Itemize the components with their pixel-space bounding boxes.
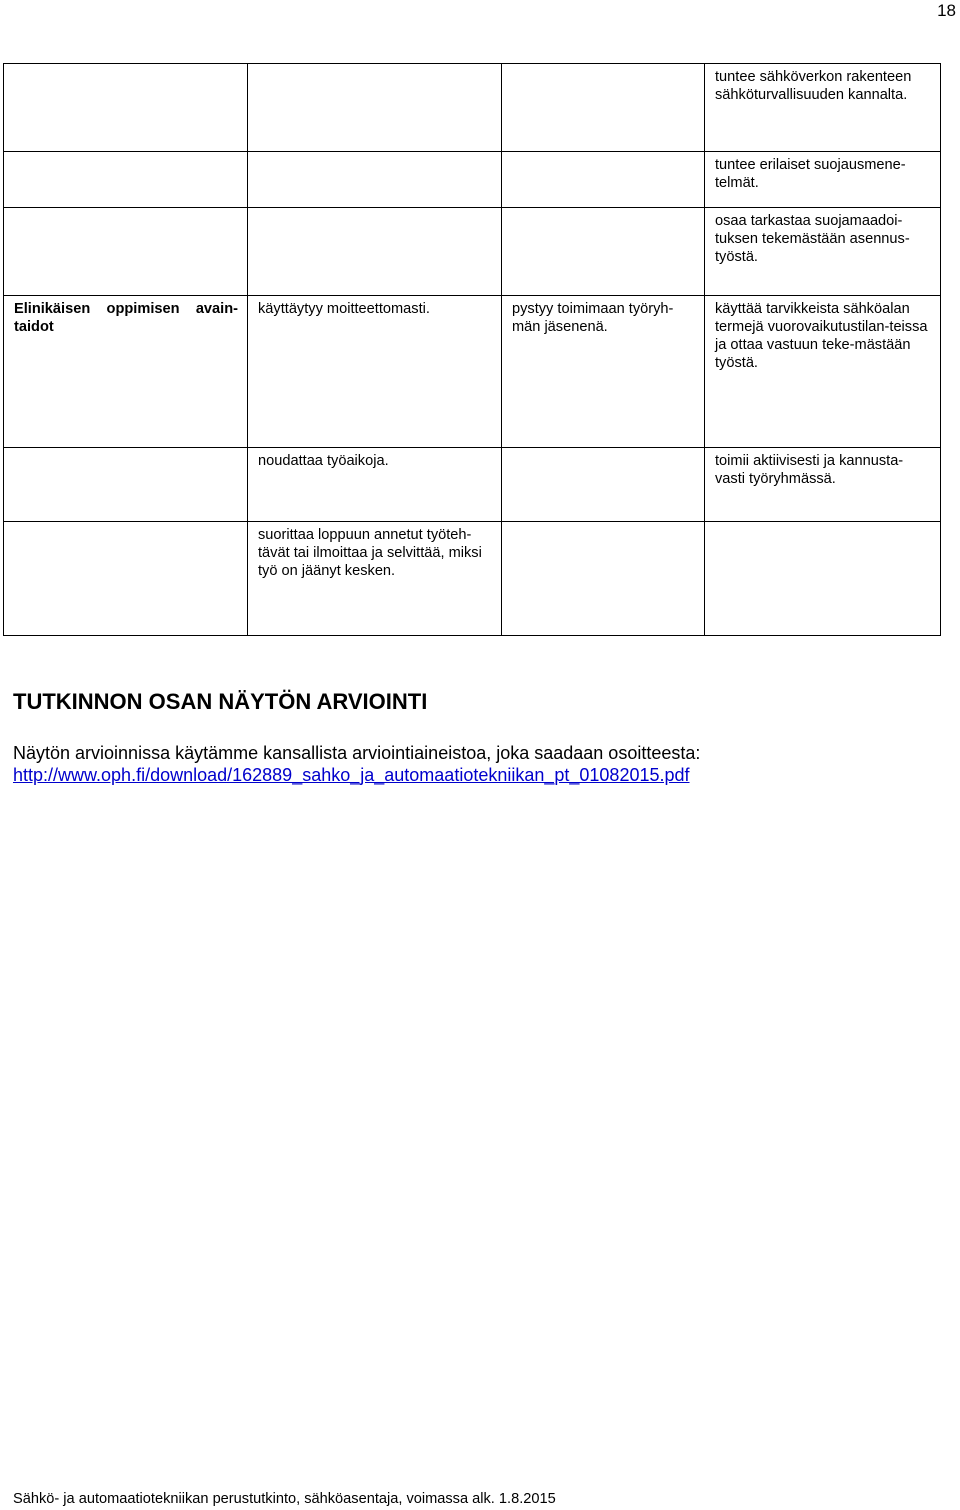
table-cell [4,522,248,636]
table-cell [502,152,705,208]
table-cell [502,522,705,636]
table-row [4,296,941,448]
table-cell [502,448,705,522]
table-cell: käyttäytyy moitteettomasti. [248,296,502,448]
assessment-material-link[interactable]: http://www.oph.fi/download/162889_sahko_ja_automaatiotekniikan_pt_01082015.pdf [13,765,690,785]
table-cell: suorittaa loppuun annetut työteh-tävät tai ilmoittaa ja selvittää, miksi työ on jäänyt kesken. [248,522,502,636]
table-cell: noudattaa työaikoja. [248,448,502,522]
table-cell [502,64,705,152]
table-row [4,448,941,522]
table-cell [248,152,502,208]
table-row [4,208,941,296]
table-cell [502,208,705,296]
table-cell: tuntee sähköverkon rakenteen sähköturvallisuuden kannalta. [705,64,941,152]
table-cell: käyttää tarvikkeista sähköalan termejä vuorovaikutustilan-teissa ja ottaa vastuun teke-mästään työstä. [705,296,941,448]
page-footer: Sähkö- ja automaatiotekniikan perustutkinto, sähköasentaja, voimassa alk. 1.8.2015 [13,1491,556,1507]
table-cell: toimii aktiivisesti ja kannusta-vasti työryhmässä. [705,448,941,522]
table-cell [4,208,248,296]
table-cell [4,152,248,208]
table-row [4,64,941,152]
table-cell: tuntee erilaiset suojausmene-telmät. [705,152,941,208]
section-heading: TUTKINNON OSAN NÄYTÖN ARVIOINTI [13,689,428,714]
table-cell [248,64,502,152]
table-cell [705,522,941,636]
table-row [4,152,941,208]
table-cell [4,64,248,152]
table-row [4,522,941,636]
table-cell: pystyy toimimaan työryh-män jäsenenä. [502,296,705,448]
table-cell [4,448,248,522]
table-cell: osaa tarkastaa suojamaadoi-tuksen tekemästään asennus-työstä. [705,208,941,296]
row-heading-cell: Elinikäisen oppimisen avain-taidot [4,296,248,448]
page-number: 18 [937,1,956,20]
table-cell [248,208,502,296]
assessment-paragraph [13,742,700,786]
paragraph-text: Näytön arvioinnissa käytämme kansallista arviointiaineistoa, joka saadaan osoitteesta: [13,743,701,763]
assessment-criteria-table [3,63,941,636]
